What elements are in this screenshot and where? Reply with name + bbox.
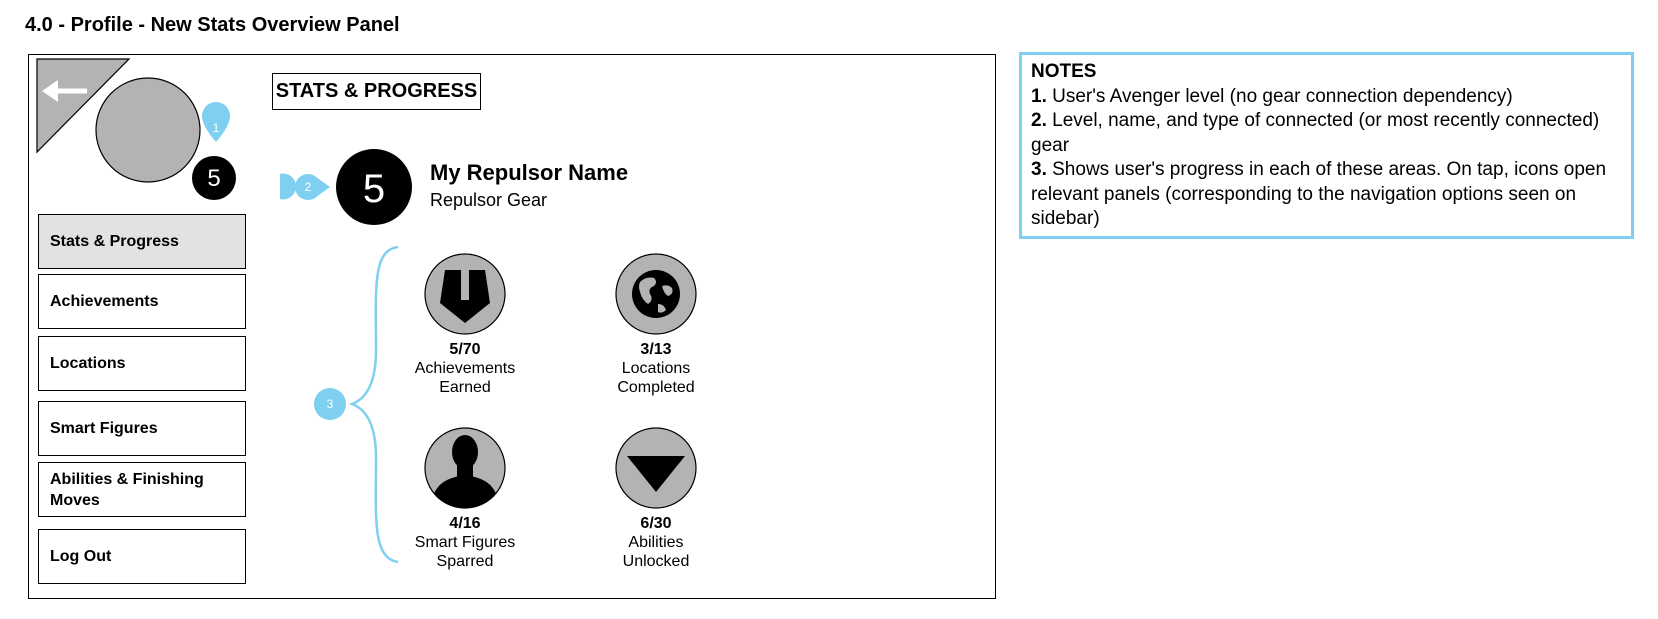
callout-3 xyxy=(314,388,346,420)
figure-silhouette-icon[interactable] xyxy=(425,428,505,510)
sidebar-item-label: Smart Figures xyxy=(50,420,158,437)
notes-panel xyxy=(1019,52,1634,239)
stat-smart-figures[interactable] xyxy=(385,514,545,571)
notes-title: NOTES xyxy=(1031,61,1097,82)
note-item-1: 1. User's Avenger level (no gear connection dependency) xyxy=(1031,85,1513,107)
stat-count: 6/30 xyxy=(640,515,672,532)
avatar-level-text: 5 xyxy=(207,165,221,192)
profile-header-graphics xyxy=(36,58,246,208)
stat-label: Achievements xyxy=(414,360,516,377)
stat-count: 5/70 xyxy=(449,341,481,358)
page-title: 4.0 - Profile - New Stats Overview Panel xyxy=(25,14,400,36)
stat-label: Locations xyxy=(621,360,691,377)
gear-type: Repulsor Gear xyxy=(430,190,548,210)
sidebar-item-label: Abilities & Finishing Moves xyxy=(50,470,204,509)
ability-triangle-icon[interactable] xyxy=(616,428,696,508)
sidebar-item-label: Achievements xyxy=(50,293,159,310)
svg-text:3: 3 xyxy=(326,397,334,411)
stats-progress-header: STATS & PROGRESS xyxy=(272,73,481,110)
note-item-2: 2. Level, name, and type of connected (or most recently connected) gear xyxy=(1031,110,1600,156)
globe-icon[interactable] xyxy=(616,254,696,334)
svg-text:2: 2 xyxy=(304,180,312,194)
sidebar-item-locations[interactable] xyxy=(38,336,246,391)
sidebar-item-label: Stats & Progress xyxy=(50,233,179,250)
stat-label: Abilities xyxy=(628,534,684,551)
stat-label: Unlocked xyxy=(622,553,690,570)
callout-2 xyxy=(280,174,330,201)
stat-abilities[interactable] xyxy=(576,514,736,571)
sidebar-item-stats-progress[interactable] xyxy=(38,214,246,269)
stat-label: Smart Figures xyxy=(414,534,516,551)
callout-1 xyxy=(202,102,230,142)
stat-count: 4/16 xyxy=(449,515,481,532)
stat-locations[interactable] xyxy=(576,340,736,397)
stat-label: Completed xyxy=(617,379,695,396)
stat-label: Sparred xyxy=(436,553,494,570)
note-item-3: 3. Shows user's progress in each of these areas. On tap, icons open relevant panels (corresponding to the navigation options seen on sidebar) xyxy=(1031,159,1607,229)
sidebar-item-label: Locations xyxy=(50,355,126,372)
gear-name: My Repulsor Name xyxy=(430,160,629,185)
avatar[interactable] xyxy=(96,78,200,182)
svg-text:1: 1 xyxy=(212,121,220,135)
achievement-badge-icon[interactable] xyxy=(425,254,505,334)
stat-achievements[interactable] xyxy=(385,340,545,397)
sidebar-item-smart-figures[interactable] xyxy=(38,401,246,456)
sidebar-item-log-out[interactable] xyxy=(38,529,246,584)
sidebar-item-achievements[interactable] xyxy=(38,274,246,329)
stat-label: Earned xyxy=(439,379,491,396)
gear-level-text: 5 xyxy=(362,167,386,211)
sidebar-item-label: Log Out xyxy=(50,548,112,565)
sidebar-item-abilities[interactable] xyxy=(38,462,246,517)
stat-count: 3/13 xyxy=(640,341,672,358)
